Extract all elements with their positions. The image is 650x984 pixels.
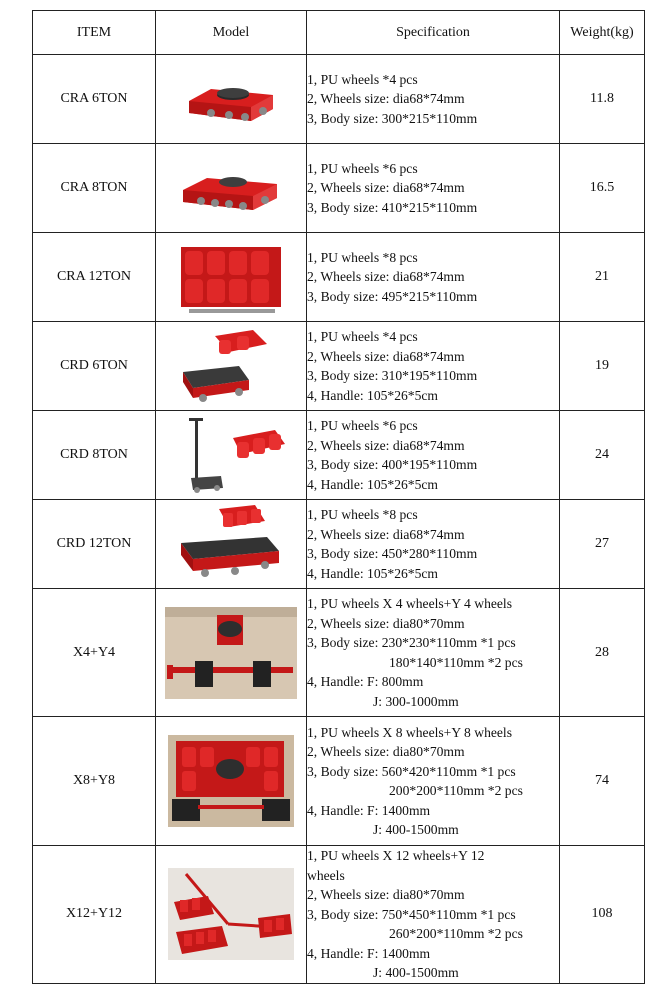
model-image (156, 233, 307, 322)
spec-line: 1, PU wheels *4 pcs (307, 71, 418, 87)
specification-cell (307, 589, 560, 717)
table-row (33, 55, 645, 144)
red-skate-8ton-icon (179, 158, 283, 218)
specification-cell (307, 55, 560, 144)
table-row (33, 233, 645, 322)
weight-value: 21 (560, 233, 645, 322)
spec-line: 3, Body size: 310*195*110mm (307, 368, 478, 383)
specification-cell (307, 322, 560, 411)
specification-cell (307, 717, 560, 846)
spec-line: 4, Handle: 105*26*5cm (307, 476, 439, 492)
header-model: Model (156, 11, 307, 55)
header-item: ITEM (33, 11, 156, 55)
spec-line: 3, Body size: 400*195*110mm (307, 457, 478, 472)
spec-line: 2, Wheels size: dia68*74mm (307, 91, 465, 107)
weight-value: 19 (560, 322, 645, 411)
spec-line: 2, Wheels size: dia68*74mm (307, 348, 465, 364)
model-image (156, 322, 307, 411)
red-skate-12ton-icon (175, 239, 287, 315)
item-name: CRD 6TON (33, 322, 156, 411)
weight-value: 108 (560, 846, 645, 984)
weight-value: 24 (560, 411, 645, 500)
weight-value: 11.8 (560, 55, 645, 144)
model-image (156, 55, 307, 144)
spec-line: 1, PU wheels X 8 wheels+Y 8 wheels (307, 724, 512, 740)
header-weight: Weight(kg) (560, 11, 645, 55)
xy-skate-set-12-icon (168, 868, 294, 960)
spec-line: 2, Wheels size: dia80*70mm (307, 887, 465, 902)
spec-line: 4, Handle: F: 1400mm (307, 945, 431, 961)
spec-line: 2, Wheels size: dia80*70mm (307, 615, 465, 631)
table-row (33, 144, 645, 233)
model-image (156, 144, 307, 233)
spec-line: 4, Handle: F: 800mm (307, 674, 424, 689)
item-name: X12+Y12 (33, 846, 156, 984)
item-name: CRD 8TON (33, 411, 156, 500)
spec-line: 200*200*110mm *2 pcs (389, 783, 523, 798)
item-name: X4+Y4 (33, 589, 156, 717)
spec-line: 1, PU wheels *6 pcs (307, 160, 418, 176)
spec-line: 1, PU wheels *8 pcs (307, 507, 418, 522)
specification-table (32, 10, 645, 984)
spec-line: 1, PU wheels *8 pcs (307, 249, 418, 265)
spec-line: J: 400-1500mm (373, 822, 459, 837)
spec-line: 4, Handle: 105*26*5cm (307, 565, 439, 581)
xy-skate-set-4-icon (165, 607, 297, 699)
spec-line: 2, Wheels size: dia80*70mm (307, 744, 465, 759)
spec-line: 2, Wheels size: dia68*74mm (307, 526, 465, 542)
specification-cell (307, 500, 560, 589)
spec-line: 260*200*110mm *2 pcs (389, 926, 523, 941)
spec-line: 3, Body size: 495*215*110mm (307, 288, 478, 304)
weight-value: 16.5 (560, 144, 645, 233)
item-name: CRA 6TON (33, 55, 156, 144)
spec-line: 2, Wheels size: dia68*74mm (307, 437, 465, 453)
spec-line: 3, Body size: 230*230*110mm *1 pcs (307, 635, 516, 650)
specification-cell (307, 144, 560, 233)
spec-line: J: 300-1000mm (373, 693, 459, 709)
spec-line: 3, Body size: 300*215*110mm (307, 110, 478, 126)
item-name: CRD 12TON (33, 500, 156, 589)
model-image (156, 500, 307, 589)
xy-skate-set-8-icon (168, 735, 294, 827)
specification-cell (307, 846, 560, 984)
spec-line: 2, Wheels size: dia68*74mm (307, 180, 465, 196)
spec-line: 1, PU wheels *4 pcs (307, 329, 418, 344)
spec-line: 3, Body size: 450*280*110mm (307, 546, 478, 561)
spec-line: 3, Body size: 560*420*110mm *1 pcs (307, 763, 516, 779)
table-row (33, 846, 645, 984)
spec-line: wheels (307, 867, 345, 883)
spec-line: 180*140*110mm *2 pcs (389, 654, 523, 670)
red-skate-crd6-icon (179, 326, 283, 406)
red-skate-crd12-icon (175, 503, 287, 585)
spec-line: 4, Handle: 105*26*5cm (307, 387, 439, 403)
header-row (33, 11, 645, 55)
specification-cell (307, 233, 560, 322)
table-row (33, 411, 645, 500)
table-row (33, 589, 645, 717)
specification-cell (307, 411, 560, 500)
model-image (156, 717, 307, 846)
spec-line: 3, Body size: 750*450*110mm *1 pcs (307, 906, 516, 922)
spec-line: 1, PU wheels *6 pcs (307, 418, 418, 433)
red-skate-crd8-icon (175, 414, 287, 496)
model-image (156, 411, 307, 500)
weight-value: 28 (560, 589, 645, 717)
table-row (33, 500, 645, 589)
item-name: CRA 12TON (33, 233, 156, 322)
table-row (33, 322, 645, 411)
table-row (33, 717, 645, 846)
spec-line: 2, Wheels size: dia68*74mm (307, 269, 465, 285)
weight-value: 27 (560, 500, 645, 589)
model-image (156, 846, 307, 984)
spec-line: 3, Body size: 410*215*110mm (307, 199, 478, 215)
red-skate-6ton-icon (181, 69, 281, 129)
model-image (156, 589, 307, 717)
spec-line: 1, PU wheels X 4 wheels+Y 4 wheels (307, 596, 512, 611)
header-specification: Specification (307, 11, 560, 55)
item-name: CRA 8TON (33, 144, 156, 233)
spec-line: 1, PU wheels X 12 wheels+Y 12 (307, 848, 485, 863)
spec-line: 4, Handle: F: 1400mm (307, 802, 431, 818)
item-name: X8+Y8 (33, 717, 156, 846)
weight-value: 74 (560, 717, 645, 846)
spec-line: J: 400-1500mm (373, 965, 459, 980)
